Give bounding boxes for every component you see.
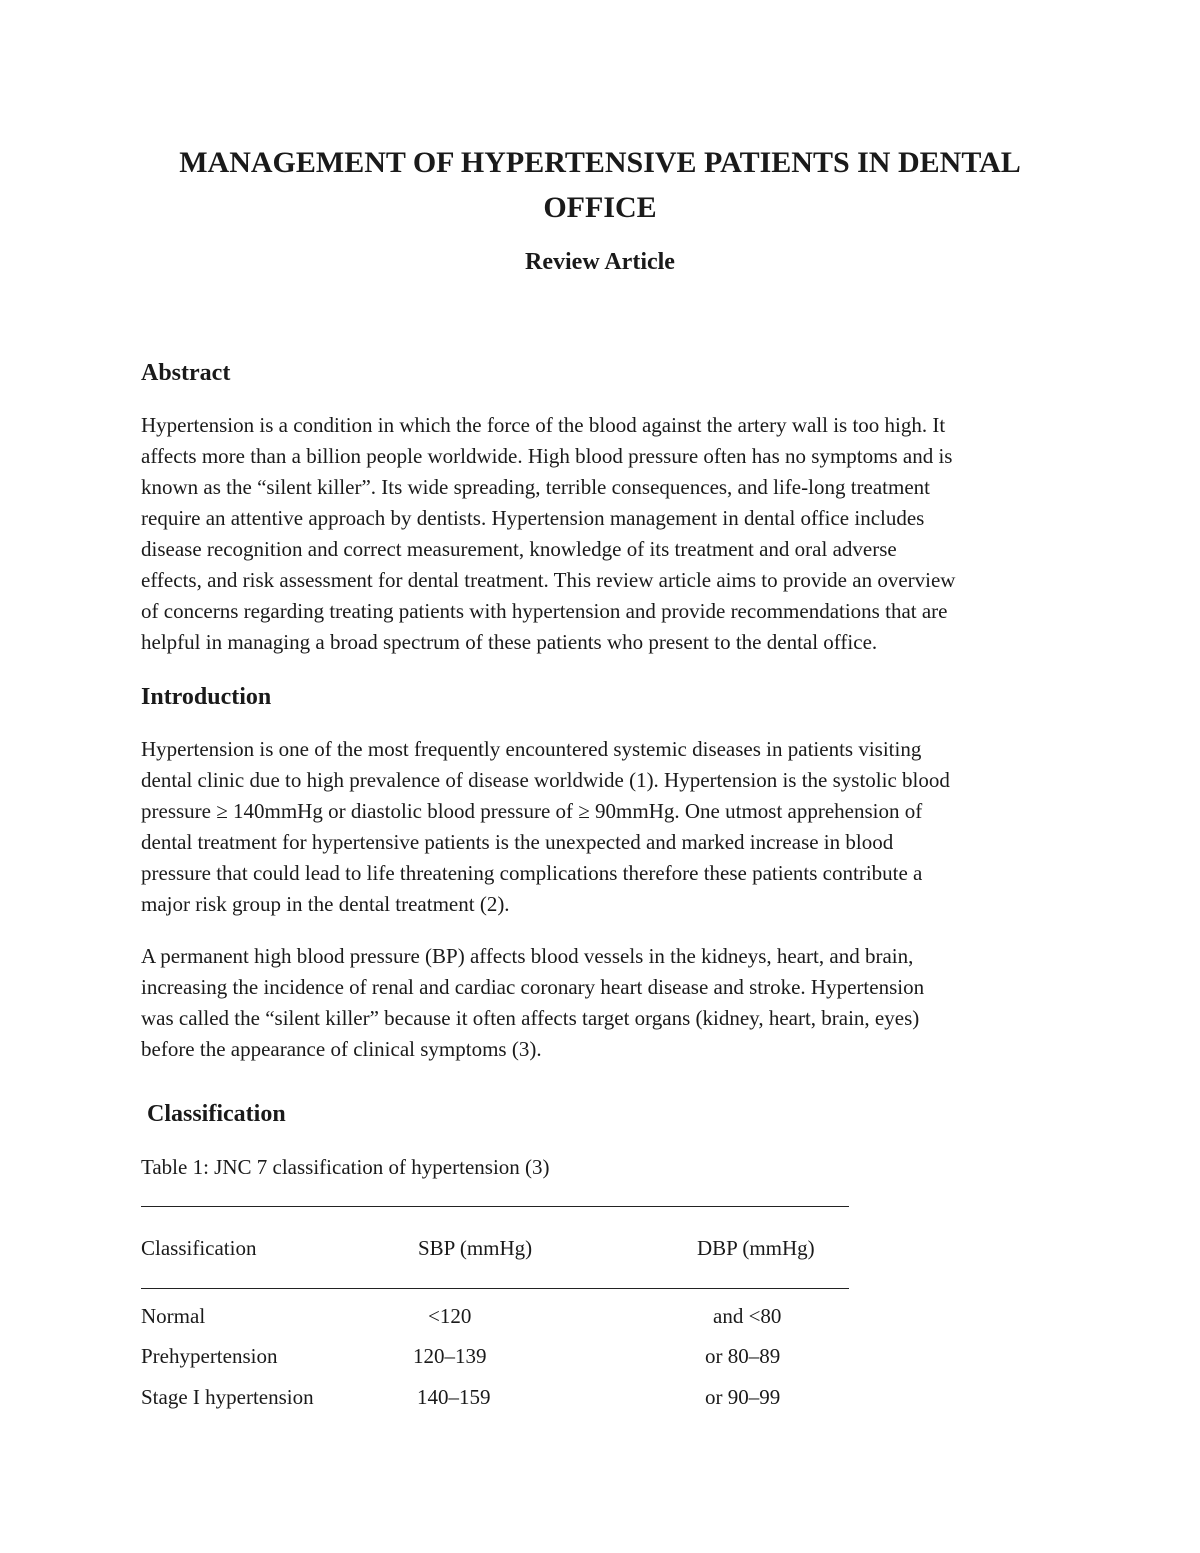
- abstract-line: disease recognition and correct measurement, knowledge of its treatment and oral adverse: [141, 537, 897, 561]
- intro-line: was called the “silent killer” because it often affects target organs (kidney, heart, brain, eyes): [141, 1006, 920, 1030]
- abstract-line: effects, and risk assessment for dental treatment. This review article aims to provide an overview: [141, 568, 956, 592]
- article-title-line-2: OFFICE: [543, 191, 657, 224]
- abstract-line: affects more than a billion people worldwide. High blood pressure often has no symptoms and is: [141, 444, 953, 468]
- table-cell-sbp: 120–139: [413, 1344, 487, 1368]
- table-cell-classification: Stage I hypertension: [141, 1385, 314, 1409]
- intro-line: dental clinic due to high prevalence of disease worldwide (1). Hypertension is the systolic blood: [141, 768, 950, 792]
- introduction-paragraph-2: [141, 941, 1061, 1065]
- table-cell-classification: Normal: [141, 1304, 206, 1328]
- table-cell-sbp: <120: [428, 1304, 472, 1328]
- intro-line: before the appearance of clinical symptoms (3).: [141, 1037, 542, 1061]
- abstract-line: helpful in managing a broad spectrum of these patients who present to the dental office.: [141, 630, 878, 654]
- abstract-line: known as the “silent killer”. Its wide spreading, terrible consequences, and life-long treatment: [141, 475, 930, 499]
- table-cell-dbp: or 90–99: [705, 1385, 781, 1409]
- article-title-line-1: MANAGEMENT OF HYPERTENSIVE PATIENTS IN DENTAL: [179, 146, 1021, 179]
- abstract-heading: Abstract: [141, 360, 231, 386]
- abstract-line: of concerns regarding treating patients with hypertension and provide recommendations that are: [141, 599, 948, 623]
- intro-line: dental treatment for hypertensive patients is the unexpected and marked increase in blood: [141, 830, 894, 854]
- table-header-classification: Classification: [141, 1236, 257, 1260]
- article-title: [100, 140, 1100, 230]
- intro-line: increasing the incidence of renal and cardiac coronary heart disease and stroke. Hypertension: [141, 975, 925, 999]
- table-cell-sbp: 140–159: [417, 1385, 491, 1409]
- intro-line: pressure that could lead to life threatening complications therefore these patients contribute a: [141, 861, 923, 885]
- table-cell-dbp: and <80: [713, 1304, 782, 1328]
- classification-heading: Classification: [147, 1101, 286, 1127]
- table-top-rule: [141, 1206, 849, 1207]
- introduction-heading: Introduction: [141, 684, 272, 710]
- intro-line: pressure ≥ 140mmHg or diastolic blood pressure of ≥ 90mmHg. One utmost apprehension of: [141, 799, 923, 823]
- table-header-sbp: SBP (mmHg): [418, 1236, 533, 1260]
- abstract-paragraph: [141, 410, 1061, 658]
- abstract-line: require an attentive approach by dentists. Hypertension management in dental office includes: [141, 506, 925, 530]
- table-cell-classification: Prehypertension: [141, 1344, 278, 1368]
- introduction-paragraph-1: [141, 734, 1061, 920]
- article-subtitle: Review Article: [525, 249, 675, 275]
- table-header-dbp: DBP (mmHg): [697, 1236, 815, 1260]
- intro-line: major risk group in the dental treatment (2).: [141, 892, 510, 916]
- table-caption: Table 1: JNC 7 classification of hypertension (3): [141, 1155, 550, 1179]
- table-cell-dbp: or 80–89: [705, 1344, 781, 1368]
- abstract-line: Hypertension is a condition in which the force of the blood against the artery wall is too high. It: [141, 413, 946, 437]
- intro-line: Hypertension is one of the most frequently encountered systemic diseases in patients visiting: [141, 737, 922, 761]
- table-header-rule: [141, 1288, 849, 1289]
- intro-line: A permanent high blood pressure (BP) affects blood vessels in the kidneys, heart, and brain,: [141, 944, 914, 968]
